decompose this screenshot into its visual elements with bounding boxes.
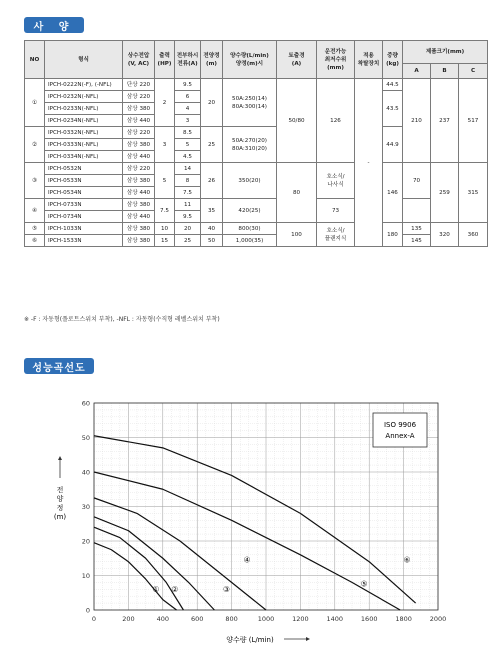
- voltage-cell: 삼상 440: [123, 187, 155, 199]
- y-tick-label: 60: [81, 399, 90, 408]
- head-lift-cell: 40: [201, 223, 223, 235]
- x-tick-label: 1600: [360, 615, 378, 623]
- material-cell: 호소식/ 플랜지식: [317, 223, 355, 247]
- output-cell: 5: [155, 163, 175, 199]
- head-lift-cell: 35: [201, 199, 223, 223]
- row-no: ④: [25, 199, 45, 223]
- header-dim-b: B: [431, 64, 459, 79]
- x-tick-label: 1400: [326, 615, 344, 623]
- header-output: 출력 (HP): [155, 41, 175, 79]
- performance-chart: [0, 380, 500, 662]
- x-tick-label: 2000: [429, 615, 447, 623]
- y-tick-label: 0: [85, 606, 90, 615]
- dim-a-cell: 210: [403, 79, 431, 163]
- voltage-cell: 삼상 380: [123, 235, 155, 247]
- table-row: [25, 79, 488, 91]
- dim-b-cell: 237: [431, 79, 459, 163]
- head-lift-cell: 25: [201, 127, 223, 163]
- dim-b-cell: 360: [459, 223, 488, 247]
- model-cell: IPCH-0233N(-NFL): [45, 103, 123, 115]
- y-tick-label: 50: [81, 434, 90, 442]
- current-cell: 7.5: [175, 187, 201, 199]
- annotation-line: Annex-A: [385, 432, 415, 440]
- current-cell: 8.5: [175, 127, 201, 139]
- spec-table: [24, 40, 488, 247]
- y-axis-arrow: [58, 456, 62, 478]
- weight-cell: 135: [403, 223, 431, 235]
- header-dims: 제품크기(mm): [403, 41, 488, 64]
- x-tick-label: 200: [122, 615, 135, 623]
- row-no: ①: [25, 79, 45, 127]
- y-tick-label: 40: [81, 468, 90, 477]
- model-cell: IPCH-0532N: [45, 163, 123, 175]
- model-cell: IPCH-0733N: [45, 199, 123, 211]
- model-cell: IPCH-0734N: [45, 211, 123, 223]
- x-tick-label: 800: [225, 615, 238, 623]
- current-cell: 4: [175, 103, 201, 115]
- row-no: ③: [25, 163, 45, 199]
- head-lift-cell: 50: [201, 235, 223, 247]
- table-row: [25, 199, 488, 211]
- voltage-cell: 삼상 380: [123, 175, 155, 187]
- output-cell: 3: [155, 127, 175, 163]
- voltage-cell: 삼상 440: [123, 151, 155, 163]
- table-note: ※ -F : 자동형(플로트스위치 부착), -NFL : 자동형(수직형 레벨스위치 부착): [24, 316, 220, 323]
- x-tick-label: 1000: [257, 615, 275, 623]
- table-row: [25, 223, 488, 235]
- voltage-cell: 삼상 220: [123, 91, 155, 103]
- voltage-cell: 삼상 380: [123, 199, 155, 211]
- current-cell: 11: [175, 199, 201, 211]
- x-tick-label: 400: [156, 615, 170, 623]
- voltage-cell: 삼상 440: [123, 115, 155, 127]
- current-cell: 8: [175, 175, 201, 187]
- weight-cell: 73: [317, 199, 355, 223]
- current-cell: 25: [175, 235, 201, 247]
- weight-cell: 145: [403, 235, 431, 247]
- series-line: [94, 436, 416, 603]
- standard-box: [373, 413, 427, 447]
- x-axis-arrow: [284, 637, 310, 641]
- series-label: ④: [243, 555, 251, 565]
- outlet-cell: 100: [277, 223, 317, 247]
- header-dim-c: C: [459, 64, 488, 79]
- spec-section-title: 사 양: [24, 17, 84, 33]
- flow-head-cell: 50A:250(14) 80A:300(14): [223, 79, 277, 127]
- min-level-cell: 126: [317, 79, 355, 163]
- x-tick-label: 1200: [292, 615, 309, 623]
- table-row: [25, 163, 488, 175]
- current-cell: 14: [175, 163, 201, 175]
- output-cell: 10: [155, 223, 175, 235]
- outlet-cell: 80: [277, 163, 317, 223]
- flow-head-cell: 350(20): [223, 163, 277, 199]
- voltage-cell: 삼상 380: [123, 139, 155, 151]
- row-no: ⑤: [25, 223, 45, 235]
- y-tick-label: 10: [81, 572, 90, 580]
- header-dim-a: A: [403, 64, 431, 79]
- y-tick-label: 20: [81, 537, 90, 546]
- model-cell: IPCH-1533N: [45, 235, 123, 247]
- current-cell: 4.5: [175, 151, 201, 163]
- row-no: ②: [25, 127, 45, 163]
- current-cell: 5: [175, 139, 201, 151]
- min-level-cell: 146: [383, 163, 403, 223]
- dim-a-cell: 259: [431, 163, 459, 223]
- current-cell: 9.5: [175, 79, 201, 91]
- header-model: 형식: [45, 41, 123, 79]
- header-full-current: 전부하시 전류(A): [175, 41, 201, 79]
- series-label: ③: [222, 584, 231, 594]
- header-flow-head: 양수량(L/min) 양정(m)시: [223, 41, 277, 79]
- y-axis-label: 전 양 정 (m): [53, 486, 67, 521]
- current-cell: 9.5: [175, 211, 201, 223]
- model-cell: IPCH-1033N: [45, 223, 123, 235]
- header-weight: 중량 (kg): [383, 41, 403, 79]
- weight-cell: 44.9: [383, 127, 403, 163]
- flow-head-cell: 1,000(35): [223, 235, 277, 247]
- voltage-cell: 삼상 380: [123, 223, 155, 235]
- model-cell: IPCH-0232N(-NFL): [45, 91, 123, 103]
- model-cell: IPCH-0333N(-NFL): [45, 139, 123, 151]
- flow-head-cell: 420(25): [223, 199, 277, 223]
- series-label: ①: [152, 584, 160, 594]
- header-min-level: 운전가능 최저수위 (mm): [317, 41, 355, 79]
- model-cell: IPCH-0332N(-NFL): [45, 127, 123, 139]
- weight-cell: 43.5: [383, 91, 403, 127]
- voltage-cell: 삼상 220: [123, 127, 155, 139]
- dim-c-cell: 517: [459, 79, 488, 163]
- x-tick-label: 0: [91, 615, 97, 623]
- current-cell: 20: [175, 223, 201, 235]
- series-line: [94, 543, 177, 610]
- dim-a-cell: 320: [431, 223, 459, 247]
- head-lift-cell: 26: [201, 163, 223, 199]
- material-cell: 호소식/ 나사식: [317, 163, 355, 199]
- model-cell: IPCH-0533N: [45, 175, 123, 187]
- x-tick-label: 600: [190, 615, 204, 623]
- annotation-line: ISO 9906: [383, 421, 417, 429]
- header-power: 상수전압 (V, AC): [123, 41, 155, 79]
- voltage-cell: 삼상 380: [123, 103, 155, 115]
- y-tick-label: 30: [81, 503, 90, 511]
- model-cell: IPCH-0222N(-F), (-NFL): [45, 79, 123, 91]
- series-label: ②: [171, 584, 179, 594]
- auto-device-cell: -: [355, 79, 383, 247]
- header-outlet: 토출경 (A): [277, 41, 317, 79]
- outlet-cell: 50/80: [277, 79, 317, 163]
- header-head-lift: 전양정 (m): [201, 41, 223, 79]
- current-cell: 6: [175, 91, 201, 103]
- model-cell: IPCH-0234N(-NFL): [45, 115, 123, 127]
- header-no: NO: [25, 41, 45, 79]
- voltage-cell: 단상 220: [123, 79, 155, 91]
- weight-cell: 70: [403, 163, 431, 199]
- table-row: [25, 235, 488, 247]
- output-cell: 15: [155, 235, 175, 247]
- x-tick-label: 1800: [395, 615, 412, 623]
- voltage-cell: 삼상 440: [123, 211, 155, 223]
- flow-head-cell: 800(30): [223, 223, 277, 235]
- output-cell: 2: [155, 79, 175, 127]
- model-cell: IPCH-0534N: [45, 187, 123, 199]
- current-cell: 3: [175, 115, 201, 127]
- model-cell: IPCH-0334N(-NFL): [45, 151, 123, 163]
- dim-b-cell: 315: [459, 163, 488, 223]
- output-cell: 7.5: [155, 199, 175, 223]
- series-label: ⑥: [403, 555, 411, 565]
- series-label: ⑤: [360, 579, 368, 589]
- x-axis-label: 양수량 (L/min): [226, 636, 274, 644]
- min-level-cell: 180: [383, 223, 403, 247]
- head-lift-cell: 20: [201, 79, 223, 127]
- header-auto-device: 적용 착탈장치: [355, 41, 383, 79]
- voltage-cell: 삼상 220: [123, 163, 155, 175]
- chart-section-title: 성능곡선도: [24, 358, 94, 374]
- weight-cell: 44.5: [383, 79, 403, 91]
- flow-head-cell: 50A:270(20) 80A:310(20): [223, 127, 277, 163]
- row-no: ⑥: [25, 235, 45, 247]
